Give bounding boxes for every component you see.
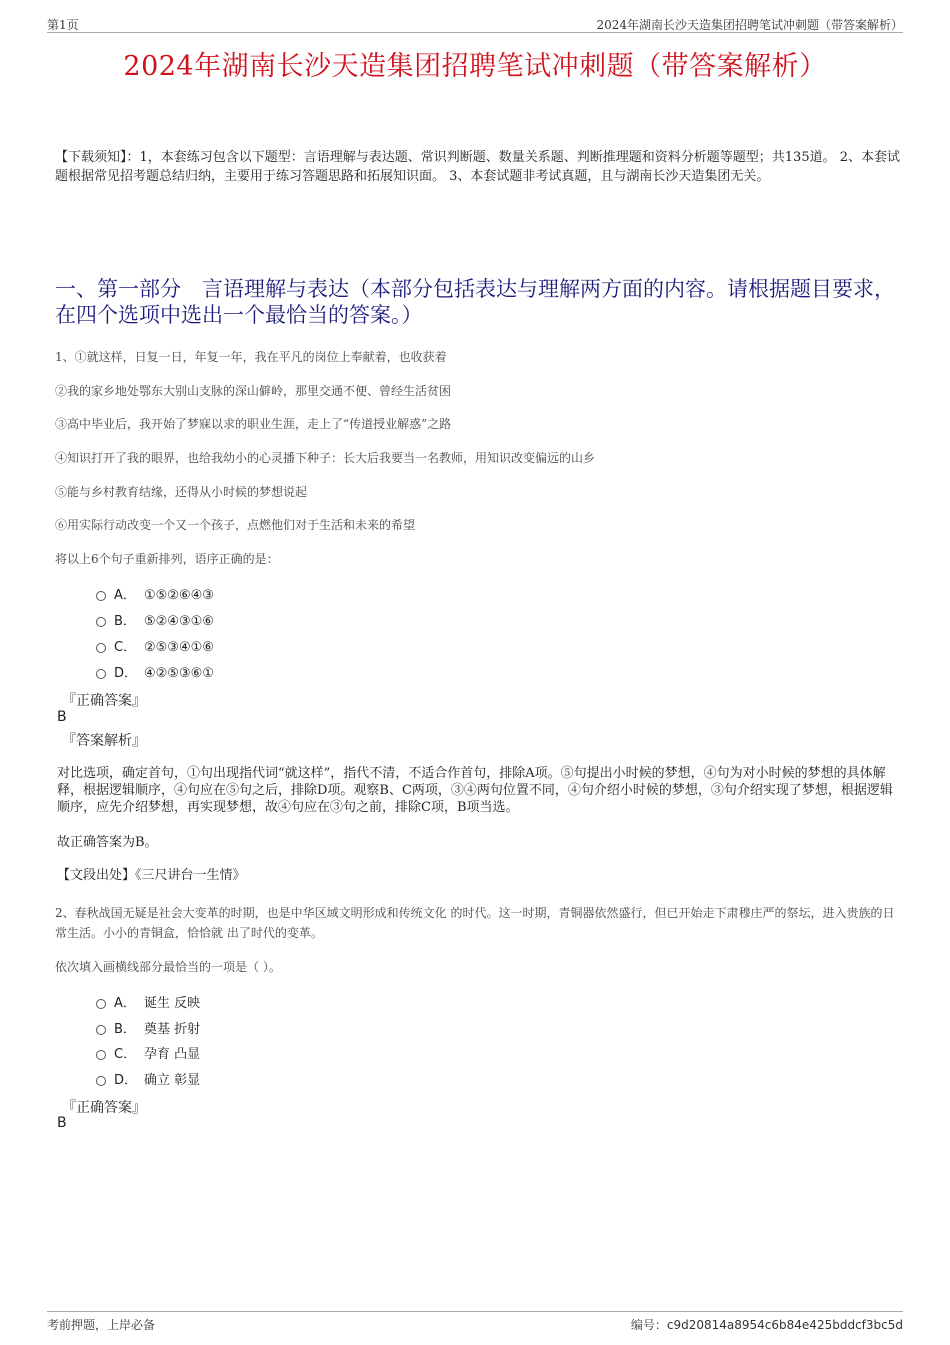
radio-icon[interactable] <box>96 1076 106 1086</box>
q1-conclusion: 故正确答案为B。 <box>57 835 158 850</box>
q1-analysis: 对比选项，确定首句，①句出现指代词“就这样”，指代不清，不适合作首句，排除A项。⑤句提出小时候的梦想，④句为对小时候的梦想的具体解释，根据逻辑顺序，④句应在⑤句之后，排除D项。观察B、C两项，③④两句位置不同，④句介绍小时候的梦想，③句介绍实现了梦想，根据逻辑顺序，应先介绍梦想，再实现梦想，故④句应在③句之前，排除C项，B项当选。 <box>57 766 893 815</box>
q1-sentence-5: ⑤能与乡村教育结缘，还得从小时候的梦想说起 <box>55 485 308 499</box>
q1-option-c[interactable]: C． ②⑤③④①⑥ <box>96 636 214 655</box>
q2-option-b[interactable]: B． 奠基 折射 <box>96 1018 200 1037</box>
q1-prompt: 将以上6个句子重新排列，语序正确的是： <box>55 552 279 566</box>
q1-option-d[interactable]: D． ④②⑤③⑥① <box>96 662 214 681</box>
q2-stem: 2、春秋战国无疑是社会大变革的时期，也是中华区域文明形成和传统文化 的时代。这一时期，青铜器依然盛行，但已开始走下肃穆庄严的祭坛，进入贵族的日常生活。小小的青铜盒，恰恰就 出了时代的变革。 <box>55 906 895 940</box>
q1-option-b[interactable]: B． ⑤②④③①⑥ <box>96 610 214 629</box>
page-footer <box>47 1311 903 1332</box>
page-header <box>47 14 903 33</box>
q1-answer: B <box>57 709 67 725</box>
radio-icon[interactable] <box>96 1025 106 1035</box>
q1-sentence-2: ②我的家乡地处鄂东大别山支脉的深山僻岭，那里交通不便、曾经生活贫困 <box>55 384 452 398</box>
radio-icon[interactable] <box>96 669 106 679</box>
radio-icon[interactable] <box>96 591 106 601</box>
q2-prompt: 依次填入画横线部分最恰当的一项是（ ）。 <box>55 960 281 974</box>
radio-icon[interactable] <box>96 999 106 1009</box>
q1-sentence-6: ⑥用实际行动改变一个又一个孩子，点燃他们对于生活和未来的希望 <box>55 518 416 532</box>
header-doc-title: 2024年湖南长沙天造集团招聘笔试冲刺题（带答案解析） <box>596 18 903 32</box>
q2-option-a[interactable]: A． 诞生 反映 <box>96 992 200 1011</box>
footer-code: 编号：c9d20814a8954c6b84e425bddcf3bc5d <box>630 1318 903 1332</box>
q1-option-a[interactable]: A． ①⑤②⑥④③ <box>96 584 214 603</box>
radio-icon[interactable] <box>96 617 106 627</box>
footer-slogan: 考前押题，上岸必备 <box>47 1318 156 1332</box>
radio-icon[interactable] <box>96 1050 106 1060</box>
q1-source: 【文段出处】《三尺讲台一生情》 <box>57 868 246 883</box>
radio-icon[interactable] <box>96 643 106 653</box>
q1-sentence-4: ④知识打开了我的眼界，也给我幼小的心灵播下种子：长大后我要当一名教师，用知识改变偏远的山乡 <box>55 451 596 465</box>
section-title: 一、第一部分 言语理解与表达（本部分包括表达与理解两方面的内容。请根据题目要求，在四个选项中选出一个最恰当的答案。） <box>55 277 895 327</box>
q1-analysis-label: 『答案解析』 <box>62 733 146 749</box>
q2-option-c[interactable]: C． 孕育 凸显 <box>96 1043 200 1062</box>
q2-answer: B <box>57 1115 67 1131</box>
download-notice: 【下载须知】：1，本套练习包含以下题型：言语理解与表达题、常识判断题、数量关系题、判断推理题和资料分析题等题型；共135道。 2、本套试题根据常见招考题总结归纳，主要用于练习答题思路和拓展知识面。 3、本套试题非考试真题，且与湖南长沙天造集团无关。 <box>55 150 900 184</box>
q2-answer-label: 『正确答案』 <box>62 1100 146 1116</box>
q1-answer-label: 『正确答案』 <box>62 693 146 709</box>
page-number: 第1页 <box>47 18 79 32</box>
page-title: 2024年湖南长沙天造集团招聘笔试冲刺题（带答案解析） <box>123 51 827 82</box>
q2-option-d[interactable]: D． 确立 彰显 <box>96 1069 200 1088</box>
q1-sentence-1: 1、①就这样，日复一日，年复一年，我在平凡的岗位上奉献着，也收获着 <box>55 350 447 364</box>
q1-sentence-3: ③高中毕业后，我开始了梦寐以求的职业生涯，走上了“传道授业解惑”之路 <box>55 417 452 431</box>
